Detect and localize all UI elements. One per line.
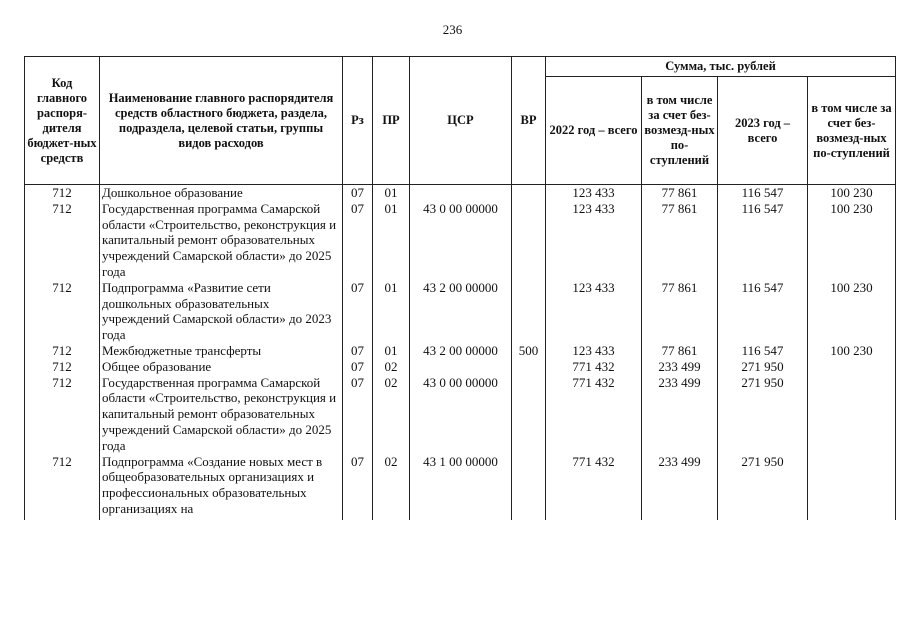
cell-2023-free [808,359,896,375]
cell-pr: 02 [373,359,410,375]
cell-2023-total: 271 950 [718,375,808,454]
cell-kod: 712 [25,185,100,201]
header-2023-free: в том числе за счет без-возмезд-ных по-ступлений [808,77,896,185]
cell-2022-free: 77 861 [642,185,718,201]
cell-pr: 01 [373,185,410,201]
table-row [25,375,896,454]
cell-2022-free: 233 499 [642,375,718,454]
header-sum: Сумма, тыс. рублей [546,57,896,77]
cell-rz: 07 [343,280,373,343]
cell-vr [512,454,546,520]
header-pr: ПР [373,57,410,185]
cell-2022-total: 771 432 [546,454,642,520]
cell-name: Дошкольное образование [100,185,343,201]
cell-pr: 01 [373,280,410,343]
table-row [25,280,896,343]
cell-pr: 02 [373,375,410,454]
cell-vr [512,201,546,280]
cell-pr: 01 [373,201,410,280]
cell-2023-free [808,375,896,454]
header-kod: Код главного распоря-дителя бюджет-ных средств [25,57,100,185]
cell-2023-total: 116 547 [718,343,808,359]
cell-csr: 43 2 00 00000 [410,343,512,359]
cell-rz: 07 [343,454,373,520]
cell-2023-free: 100 230 [808,201,896,280]
cell-kod: 712 [25,343,100,359]
header-rz: Рз [343,57,373,185]
cell-pr: 02 [373,454,410,520]
cell-kod: 712 [25,359,100,375]
cell-2023-free [808,454,896,520]
table-row [25,201,896,280]
table-row [25,359,896,375]
cell-2023-free: 100 230 [808,343,896,359]
cell-name: Общее образование [100,359,343,375]
cell-csr: 43 1 00 00000 [410,454,512,520]
budget-table [24,56,896,520]
cell-vr [512,359,546,375]
cell-2023-total: 116 547 [718,185,808,201]
cell-2023-free: 100 230 [808,280,896,343]
cell-2023-total: 116 547 [718,201,808,280]
table-row [25,454,896,520]
cell-name: Государственная программа Самарской области «Строительство, реконструкция и капитальный ремонт образовательных учреждений Самарской области» до 2025 года [100,201,343,280]
header-2022-total: 2022 год – всего [546,77,642,185]
cell-pr: 01 [373,343,410,359]
table-row [25,185,896,201]
header-vr: ВР [512,57,546,185]
cell-2022-free: 77 861 [642,201,718,280]
cell-rz: 07 [343,185,373,201]
cell-2022-total: 123 433 [546,280,642,343]
cell-2023-total: 271 950 [718,454,808,520]
cell-csr: 43 0 00 00000 [410,201,512,280]
cell-2023-total: 271 950 [718,359,808,375]
cell-2022-total: 123 433 [546,201,642,280]
cell-csr [410,359,512,375]
cell-kod: 712 [25,280,100,343]
cell-2022-total: 123 433 [546,343,642,359]
cell-rz: 07 [343,343,373,359]
header-2023-total: 2023 год – всего [718,77,808,185]
header-name: Наименование главного распорядителя средств областного бюджета, раздела, подраздела, целевой статьи, группы видов расходов [100,57,343,185]
cell-vr: 500 [512,343,546,359]
cell-kod: 712 [25,375,100,454]
cell-vr [512,280,546,343]
cell-kod: 712 [25,454,100,520]
header-csr: ЦСР [410,57,512,185]
cell-name: Государственная программа Самарской области «Строительство, реконструкция и капитальный ремонт образовательных учреждений Самарской области» до 2025 года [100,375,343,454]
cell-2022-total: 771 432 [546,375,642,454]
cell-name: Подпрограмма «Развитие сети дошкольных образовательных учреждений Самарской области» до 2023 года [100,280,343,343]
cell-2023-total: 116 547 [718,280,808,343]
cell-vr [512,375,546,454]
cell-csr [410,185,512,201]
cell-rz: 07 [343,375,373,454]
cell-kod: 712 [25,201,100,280]
cell-name: Межбюджетные трансферты [100,343,343,359]
cell-vr [512,185,546,201]
cell-name: Подпрограмма «Создание новых мест в общеобразовательных организациях и профессиональных образовательных организациях на [100,454,343,520]
table-row [25,343,896,359]
cell-rz: 07 [343,359,373,375]
cell-csr: 43 2 00 00000 [410,280,512,343]
header-2022-free: в том числе за счет без-возмезд-ных по-ступлений [642,77,718,185]
cell-2022-free: 233 499 [642,454,718,520]
cell-rz: 07 [343,201,373,280]
cell-2022-total: 123 433 [546,185,642,201]
cell-2023-free: 100 230 [808,185,896,201]
cell-csr: 43 0 00 00000 [410,375,512,454]
cell-2022-free: 77 861 [642,343,718,359]
cell-2022-free: 77 861 [642,280,718,343]
cell-2022-free: 233 499 [642,359,718,375]
page-number: 236 [442,22,463,37]
cell-2022-total: 771 432 [546,359,642,375]
